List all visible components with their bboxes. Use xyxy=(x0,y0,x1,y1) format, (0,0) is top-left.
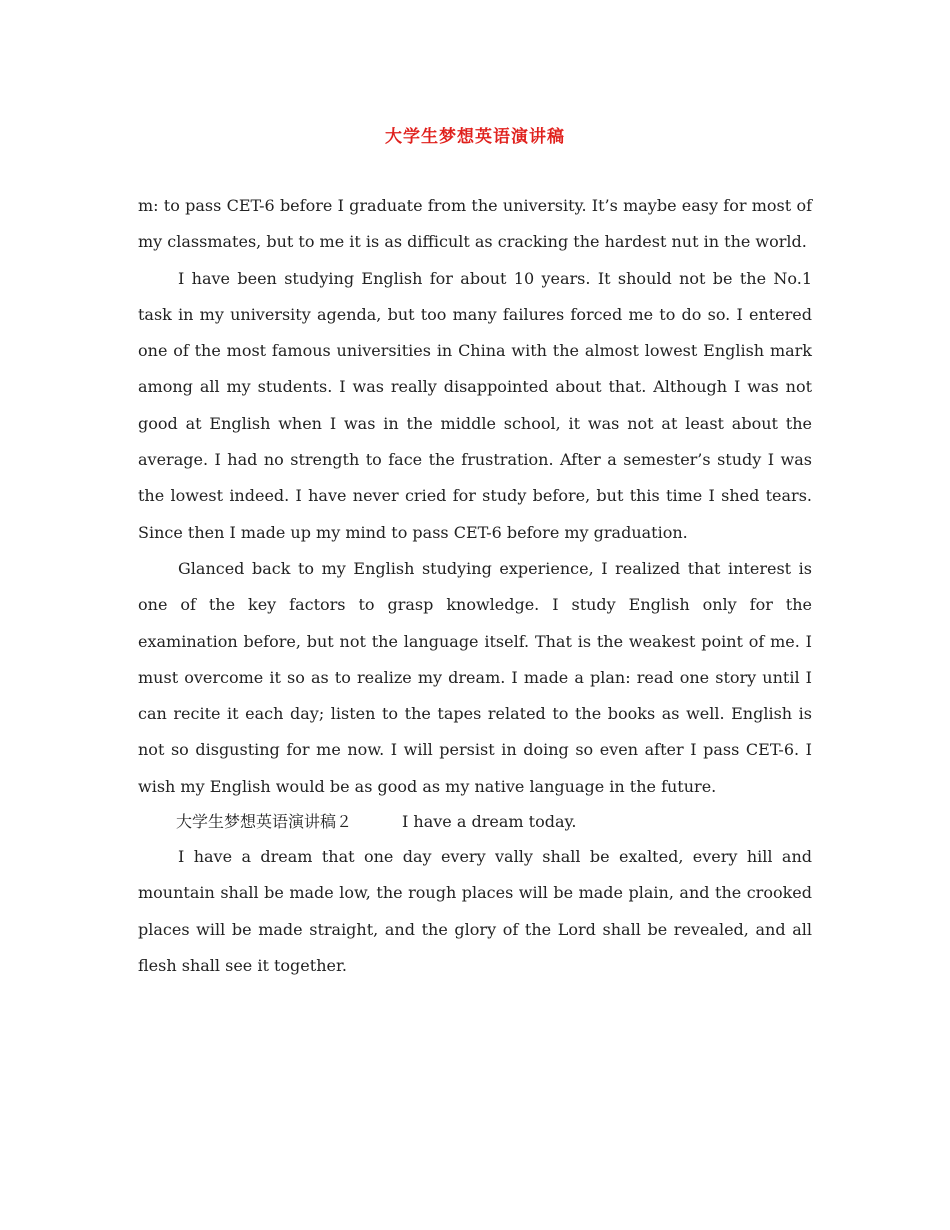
paragraph-1: m: to pass CET-6 before I graduate from the university. It’s maybe easy for most of my classmates, but to me it is as difficult as cracking the hardest nut in the world. xyxy=(138,196,812,252)
document-body xyxy=(138,188,812,984)
section-2-heading xyxy=(138,805,812,839)
paragraph-4: I have a dream that one day every vally shall be exalted, every hill and mountain shall be made low, the rough places will be made plain, and the crooked places will be made straight, and the glory of the Lord shall be revealed, and all flesh shall see it together. xyxy=(138,847,812,975)
section-2-title: 大学生梦想英语演讲稿２ xyxy=(176,812,353,832)
paragraph-3: Glanced back to my English studying experience, I realized that interest is one of the key factors to grasp knowledge. I study English only for the examination before, but not the language itself. That is the weakest point of me. I must overcome it so as to realize my dream. I made a plan: read one story until I can recite it each day; listen to the tapes related to the books as well. English is not so disgusting for me now. I will persist in doing so even after I pass CET-6. I wish my English would be as good as my native language in the future. xyxy=(138,558,812,796)
section-2-lead: I have a dream today. xyxy=(402,812,577,832)
document-title: 大学生梦想英语演讲稿 xyxy=(385,127,565,147)
paragraph-2: I have been studying English for about 10 years. It should not be the No.1 task in my university agenda, but too many failures forced me to do so. I entered one of the most famous universities in China with the almost lowest English mark among all my students. I was really disappointed about that. Although I was not good at English when I was in the middle school, it was not at least about the average. I had no strength to face the frustration. After a semester’s study I was the lowest indeed. I have never cried for study before, but this time I shed tears. Since then I made up my mind to pass CET-6 before my graduation. xyxy=(138,268,812,542)
